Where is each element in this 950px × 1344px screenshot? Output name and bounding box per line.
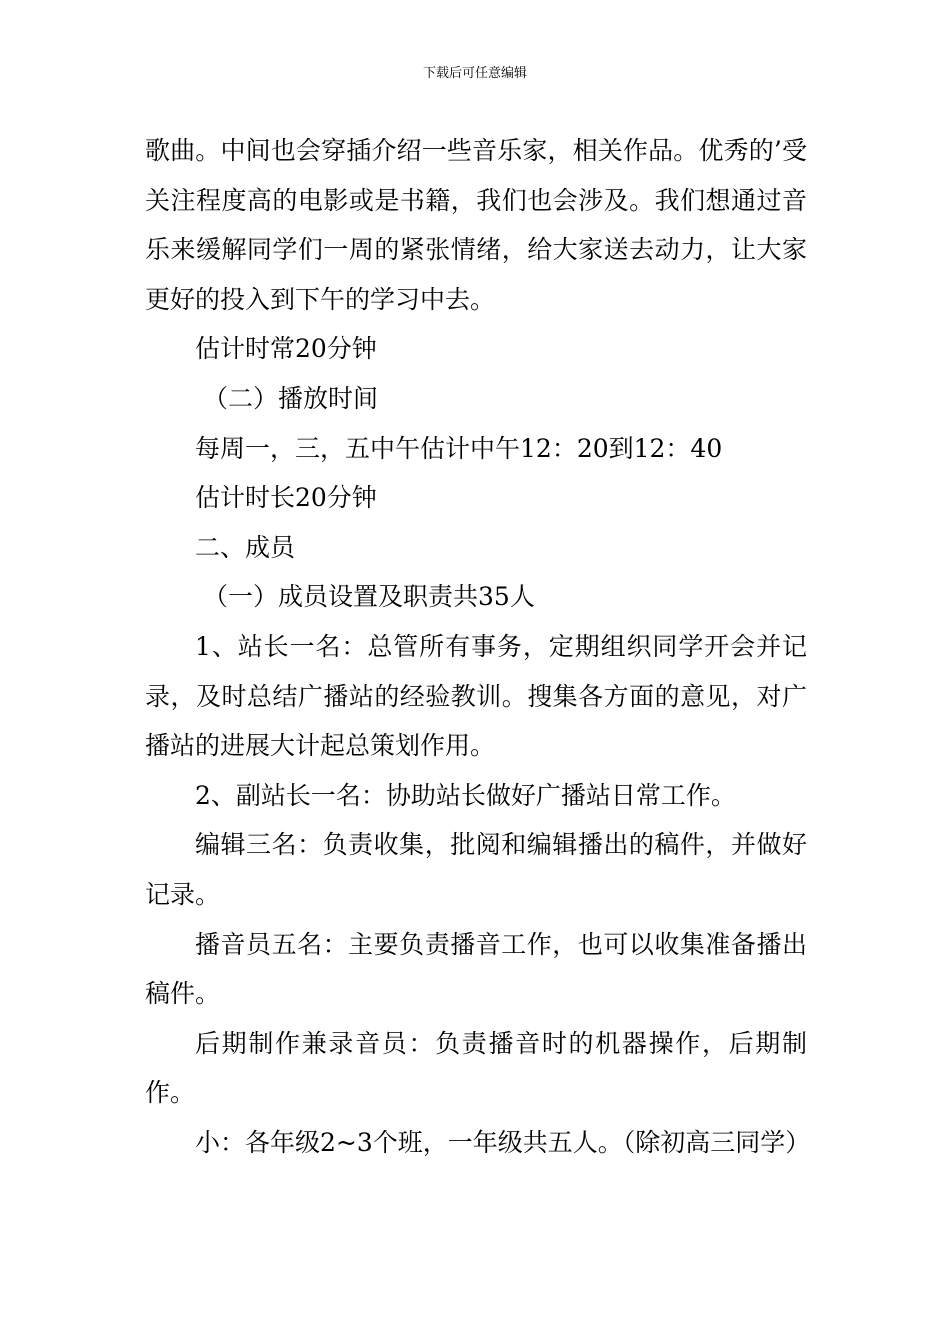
section-heading-broadcast-time: （二）播放时间 xyxy=(203,383,379,413)
section-heading-members: 二、成员 xyxy=(195,532,296,562)
section-heading-member-roles: （一）成员设置及职责共35人 xyxy=(203,582,535,612)
paragraph-duration-length: 估计时长20分钟 xyxy=(195,483,377,513)
paragraph-announcers: 播音员五名：主要负责播音工作，也可以收集准备播出稿件。 xyxy=(145,929,807,1009)
paragraph-station-head: 1、站长一名：总管所有事务，定期组织同学开会并记录，及时总结广播站的经验教训。搜集各方面的意见，对广播站的进展大计起总策划作用。 xyxy=(145,631,807,761)
paragraph-broadcast-schedule: 每周一，三，五中午估计中午12：20到12：40 xyxy=(195,433,723,463)
paragraph-intro-continuation: 歌曲。中间也会穿插介绍一些音乐家，相关作品。优秀的’受关注程度高的电影或是书籍，我们也会涉及。我们想通过音乐来缓解同学们一周的紧张情绪，给大家送去动力，让大家更好的投入到下午的学习中去。 xyxy=(145,136,807,314)
page-header: 下载后可任意编辑 xyxy=(422,66,527,81)
paragraph-post-production: 后期制作兼录音员：负责播音时的机器操作，后期制作。 xyxy=(145,1028,807,1108)
document-body xyxy=(145,126,811,1167)
paragraph-class-members: 小：各年级2~3个班，一年级共五人。（除初高三同学） xyxy=(195,1127,811,1157)
paragraph-duration-estimate: 估计时常20分钟 xyxy=(195,334,377,364)
paragraph-editors: 编辑三名：负责收集，批阅和编辑播出的稿件，并做好记录。 xyxy=(145,830,807,909)
paragraph-deputy-head: 2、副站长一名：协助站长做好广播站日常工作。 xyxy=(195,780,736,810)
